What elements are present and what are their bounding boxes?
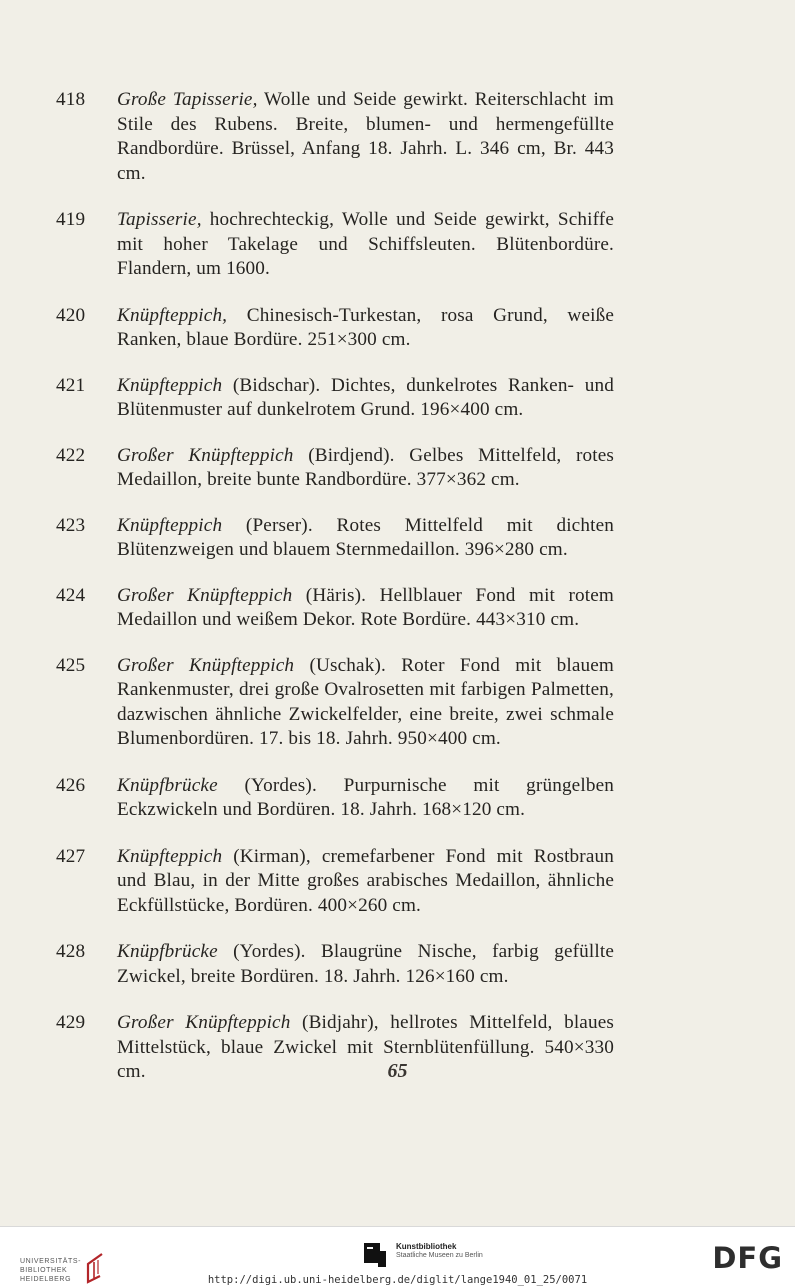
entry-text: (Yordes). Purpurnische mit grüngelben Eckzwickeln und Bordüren. 18. Jahrh. 168×120 cm.	[117, 774, 614, 820]
entry-text: (Perser). Rotes Mittelfeld mit dichten Blütenzweigen und blauem Sternmedaillon. 396×280 cm.	[117, 514, 614, 560]
page-number: 65	[387, 1060, 408, 1082]
entry-text: (Kirman), cremefarbener Fond mit Rostbraun und Blau, in der Mitte großes arabisches Medaillon, ähnliche Eckfüllstücke, Bordüren. 400×260 cm.	[117, 845, 614, 916]
catalogue-entry-418	[56, 88, 614, 186]
entry-number: 425	[56, 654, 86, 676]
entry-text: (Bidjahr), hellrotes Mittelfeld, blaues Mittelstück, blaue Zwickel mit Sternblütenfüllung. 540×330 cm.	[117, 1012, 614, 1082]
dfg-logo-link[interactable]: DFG	[712, 1241, 783, 1275]
catalogue-entry-419	[56, 208, 614, 282]
catalogue-entry-427	[56, 845, 614, 919]
permalink-url[interactable]: http://digi.ub.uni-heidelberg.de/diglit/lange1940_01_25/0071	[207, 1274, 588, 1286]
entry-text: (Häris). Hellblauer Fond mit rotem Medaillon und weißem Dekor. Rote Bordüre. 443×310 cm.	[117, 584, 614, 630]
university-line-2: BIBLIOTHEK	[20, 1267, 68, 1274]
university-line-1: UNIVERSITÄTS-	[20, 1258, 82, 1265]
university-line-3: HEIDELBERG	[20, 1276, 72, 1283]
catalogue-entry-421	[56, 374, 614, 423]
entry-text: (Yordes). Blaugrüne Nische, farbig gefüllte Zwickel, breite Bordüren. 18. Jahrh. 126×160 cm.	[117, 941, 614, 987]
catalogue-entry-428	[56, 940, 614, 989]
entry-title: Großer Knüpfteppich	[117, 584, 293, 606]
entry-title: Knüpfteppich	[117, 845, 223, 867]
catalogue-entry-422	[56, 444, 614, 493]
entry-title: Knüpfteppich	[117, 514, 223, 536]
entry-text: hochrechteckig, Wolle und Seide gewirkt, Schiffe mit hoher Takelage und Schiffsleuten. Blütenbordüre. Flandern, um 1600.	[117, 209, 614, 279]
entry-number: 418	[56, 89, 86, 110]
entry-title: Tapisserie,	[117, 209, 202, 230]
digitization-footer	[0, 1226, 795, 1288]
entry-title: Knüpfteppich	[117, 374, 223, 396]
entry-title: Großer Knüpfteppich	[117, 1012, 291, 1033]
entry-number: 424	[56, 584, 86, 606]
entry-title: Knüpfteppich,	[117, 304, 228, 326]
entry-number: 426	[56, 774, 86, 796]
catalogue-entry-423	[56, 514, 614, 563]
entry-number: 427	[56, 845, 86, 867]
entry-number: 419	[56, 209, 86, 230]
kunstbibliothek-title: Kunstbibliothek	[396, 1242, 457, 1251]
kunstbibliothek-subtitle: Staatliche Museen zu Berlin	[396, 1252, 483, 1259]
kunstbibliothek-logo-link[interactable]	[364, 1241, 514, 1271]
entry-number: 428	[56, 941, 86, 962]
catalogue-entry-426	[56, 774, 614, 823]
catalogue-entries	[56, 88, 614, 1085]
entry-number: 423	[56, 514, 86, 536]
entry-text: (Bidschar). Dichtes, dunkelrotes Ranken- und Blütenmuster auf dunkelrotem Grund. 196×400 cm.	[117, 374, 614, 420]
university-library-logo-link[interactable]	[10, 1240, 100, 1283]
entry-title: Knüpfbrücke	[117, 941, 218, 962]
entry-title: Großer Knüpfteppich	[117, 444, 294, 466]
entry-number: 420	[56, 304, 86, 326]
entry-title: Knüpfbrücke	[117, 774, 218, 796]
entry-number: 422	[56, 444, 86, 466]
catalogue-entry-425	[56, 654, 614, 752]
entry-title: Große Tapisserie,	[117, 89, 258, 110]
entry-number: 429	[56, 1012, 86, 1033]
entry-number: 421	[56, 374, 86, 396]
entry-text: (Birdjend). Gelbes Mittelfeld, rotes Medaillon, breite bunte Randbordüre. 377×362 cm.	[117, 444, 614, 490]
catalogue-entry-424	[56, 584, 614, 633]
entry-title: Großer Knüpfteppich	[117, 654, 295, 676]
catalogue-entry-420	[56, 304, 614, 353]
entry-text: Wolle und Seide gewirkt. Reiterschlacht im Stile des Rubens. Breite, blumen- und hermengefüllte Randbordüre. Brüssel, Anfang 18. Jahrh. L. 346 cm, Br. 443 cm.	[117, 89, 614, 184]
entry-text: (Uschak). Roter Fond mit blauem Rankenmuster, drei große Ovalrosetten mit farbigen Palmetten, dazwischen ähnliche Zwickelfelder, eine breite, zwei schmale Blumenbordüren. 17. bis 18. Jahrh. 950×400 cm.	[117, 654, 614, 749]
kunstbibliothek-emblem-icon	[364, 1241, 386, 1267]
entry-text: Chinesisch-Turkestan, rosa Grund, weiße Ranken, blaue Bordüre. 251×300 cm.	[117, 304, 614, 350]
